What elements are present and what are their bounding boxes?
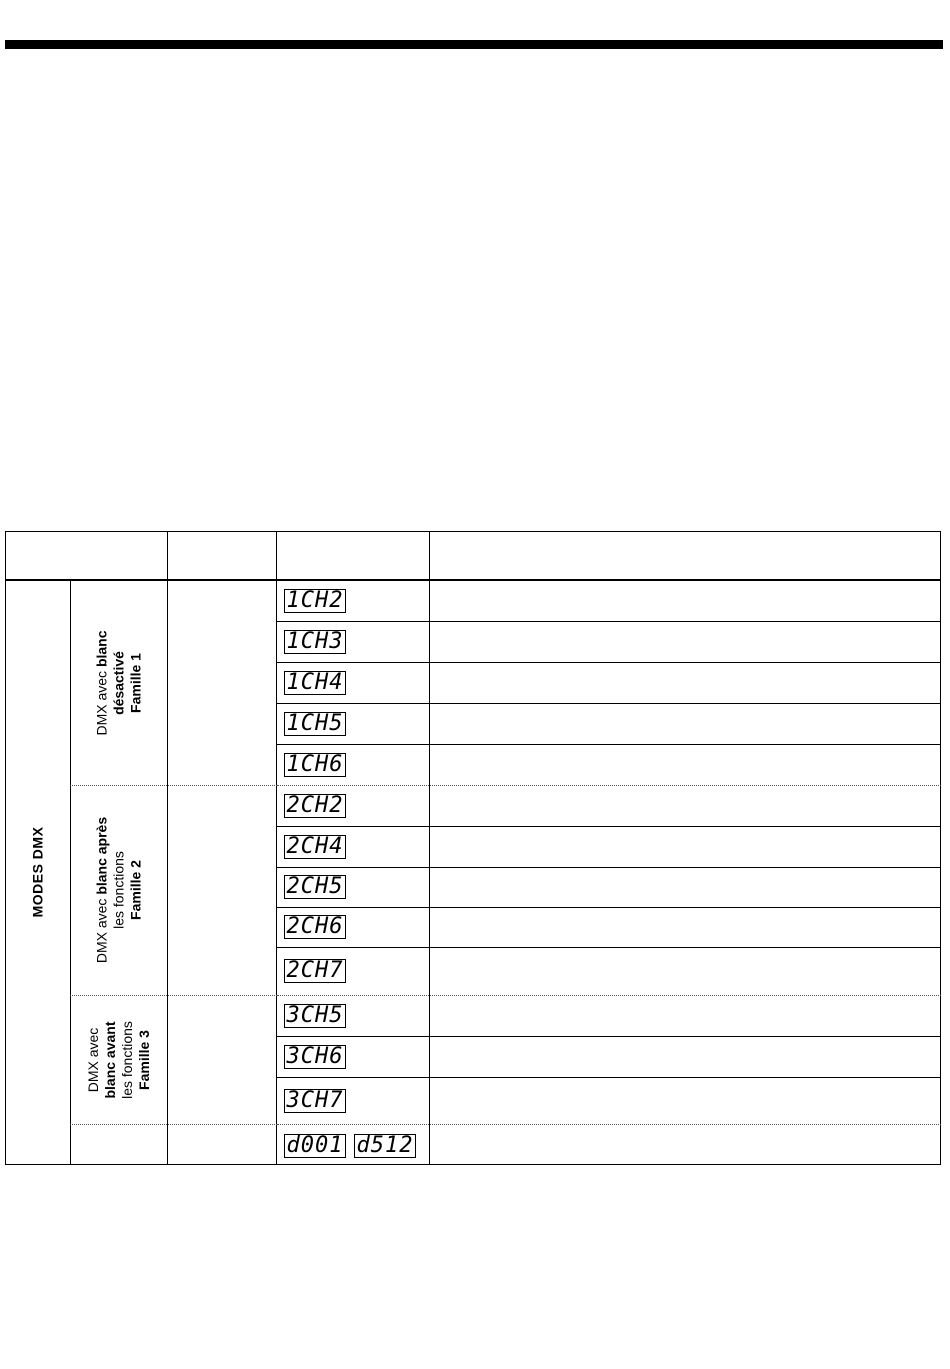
row-line [277,907,941,908]
row-line [277,995,941,996]
row-line [277,621,941,622]
lcd-display-end-address: d512 [354,1134,416,1158]
row-line [277,1036,941,1037]
row-line [277,1124,941,1125]
family3-label: DMX avec blanc avant les fonctions Famille 3 [85,1021,152,1099]
row-line [277,947,941,948]
modes-dmx-label: MODES DMX [29,826,46,918]
header-separator [5,579,941,581]
lcd-display: 3CH5 [284,1004,346,1028]
family-separator-3 [70,1124,277,1125]
top-rule [5,40,943,49]
lcd-display: 1CH5 [284,712,346,736]
lcd-display: 1CH2 [284,589,346,613]
row-line [277,744,941,745]
lcd-display: 1CH4 [284,671,346,695]
row-line [277,826,941,827]
lcd-display: 1CH6 [284,753,346,777]
row-line [277,703,941,704]
lcd-display: 2CH7 [284,959,346,983]
col-divider-1 [70,580,71,1165]
col-divider-4 [429,531,430,1165]
lcd-display: 1CH3 [284,630,346,654]
lcd-display: 2CH6 [284,915,346,939]
family-separator-1 [70,785,277,786]
col-divider-2 [167,531,168,1165]
row-line [277,662,941,663]
family1-label: DMX avec blanc désactivé Famille 1 [93,630,144,736]
lcd-display: 2CH4 [284,835,346,859]
col-divider-3 [276,531,277,1165]
lcd-display: 2CH2 [284,794,346,818]
row-line [277,867,941,868]
lcd-display: 2CH5 [284,875,346,899]
row-line [277,785,941,786]
lcd-display: 3CH7 [284,1089,346,1113]
family-separator-2 [70,995,277,996]
lcd-display: 3CH6 [284,1045,346,1069]
family2-label: DMX avec blanc après les fonctions Famille 2 [93,816,144,964]
lcd-display-start-address: d001 [284,1134,346,1158]
row-line [277,1077,941,1078]
